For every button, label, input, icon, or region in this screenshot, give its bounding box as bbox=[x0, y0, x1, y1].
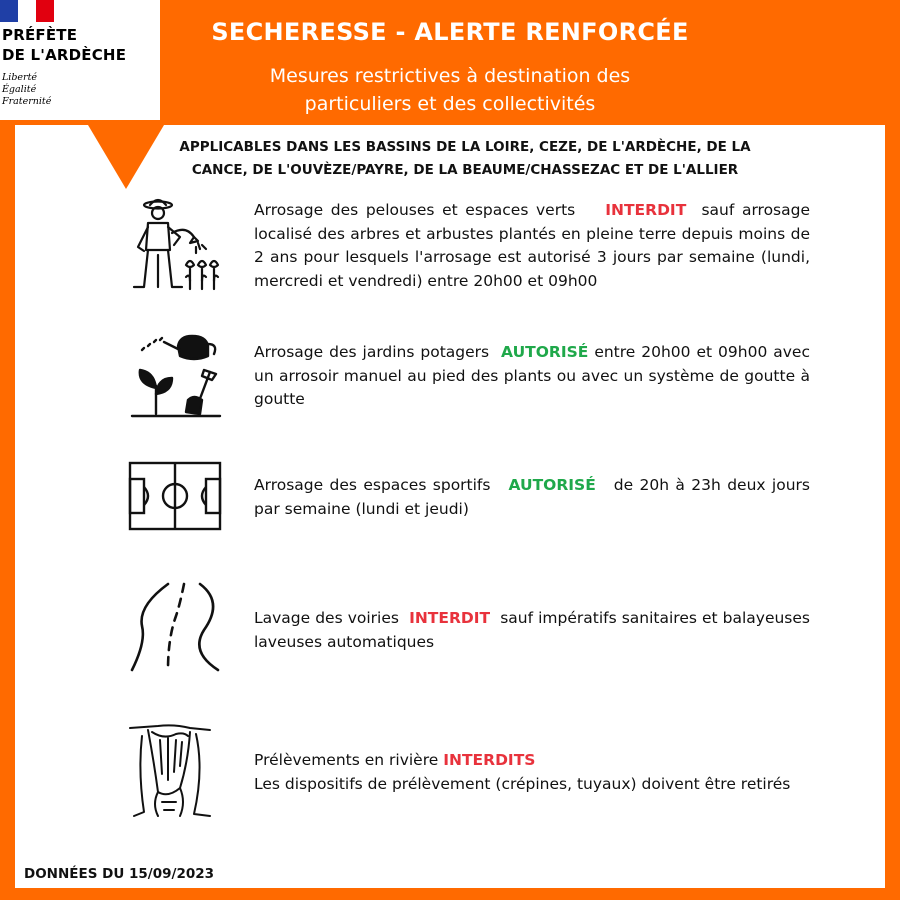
applicability-line1: APPLICABLES DANS LES BASSINS DE LA LOIRE, CEZE, DE L'ARDÈCHE, DE LA bbox=[179, 139, 751, 155]
measure-river-line1 bbox=[254, 749, 810, 773]
prefecture-name-line1: PRÉFÈTE bbox=[2, 26, 78, 44]
applicability-heading bbox=[155, 136, 775, 182]
gardener-watering-icon bbox=[128, 195, 224, 293]
watering-can-plant-icon bbox=[128, 328, 224, 420]
motto-fraternite: Fraternité bbox=[2, 96, 52, 107]
status-badge-autorise: AUTORISÉ bbox=[501, 343, 589, 361]
subtitle-line2: particuliers et des collectivités bbox=[304, 93, 596, 115]
measure-river-subject: Prélèvements en rivière bbox=[254, 751, 439, 769]
sports-field-icon bbox=[128, 461, 224, 531]
status-badge-interdit: INTERDIT bbox=[409, 609, 491, 627]
measure-river-detail: Les dispositifs de prélèvement (crépines, tuyaux) doivent être retirés bbox=[254, 774, 791, 793]
french-flag-icon bbox=[0, 0, 54, 22]
measure-roads-detail: sauf impératifs sanitaires et balayeuses laveuses automatiques bbox=[254, 609, 810, 651]
status-badge-interdits: INTERDITS bbox=[443, 751, 536, 769]
prefecture-logo bbox=[0, 0, 160, 120]
measure-sports-subject: Arrosage des espaces sportifs bbox=[254, 476, 491, 494]
river-waterfall-icon bbox=[128, 722, 224, 820]
road-icon bbox=[128, 582, 224, 674]
motto-egalite: Égalité bbox=[2, 84, 37, 95]
measure-river-withdrawals bbox=[254, 749, 810, 796]
measure-sports-detail: de 20h à 23h deux jours par semaine (lundi et jeudi) bbox=[254, 476, 810, 518]
measure-lawns bbox=[254, 199, 810, 293]
measure-roads-subject: Lavage des voiries bbox=[254, 609, 399, 627]
measure-lawns-subject: Arrosage des pelouses et espaces verts bbox=[254, 201, 576, 219]
measure-lawns-detail: sauf arrosage localisé des arbres et arbustes plantés en pleine terre depuis moins de 2 ans pour lesquels l'arrosage est autorisé 3 jours par semaine (lundi, mercredi et vendredi) entre 20h00 et 09h00 bbox=[254, 201, 811, 290]
data-date-footer: DONNÉES DU 15/09/2023 bbox=[24, 866, 215, 882]
motto-liberte: Liberté bbox=[2, 72, 38, 83]
page-title: SECHERESSE - ALERTE RENFORCÉE bbox=[211, 18, 689, 46]
status-badge-autorise: AUTORISÉ bbox=[508, 476, 596, 494]
measure-sports-fields bbox=[254, 474, 810, 521]
measure-vegetable-gardens bbox=[254, 341, 810, 412]
measure-gardens-detail: entre 20h00 et 09h00 avec un arrosoir manuel au pied des plants ou avec un système de goutte à goutte bbox=[254, 343, 810, 408]
subtitle-line1: Mesures restrictives à destination des bbox=[269, 65, 631, 87]
status-badge-interdit: INTERDIT bbox=[605, 201, 687, 219]
measure-roads bbox=[254, 607, 810, 654]
page-subtitle bbox=[160, 62, 740, 118]
prefecture-name-line2: DE L'ARDÈCHE bbox=[2, 46, 127, 64]
panel-notch bbox=[88, 125, 164, 189]
applicability-line2: CANCE, DE L'OUVÈZE/PAYRE, DE LA BEAUME/CHASSEZAC ET DE L'ALLIER bbox=[191, 162, 739, 178]
measure-gardens-subject: Arrosage des jardins potagers bbox=[254, 343, 490, 361]
